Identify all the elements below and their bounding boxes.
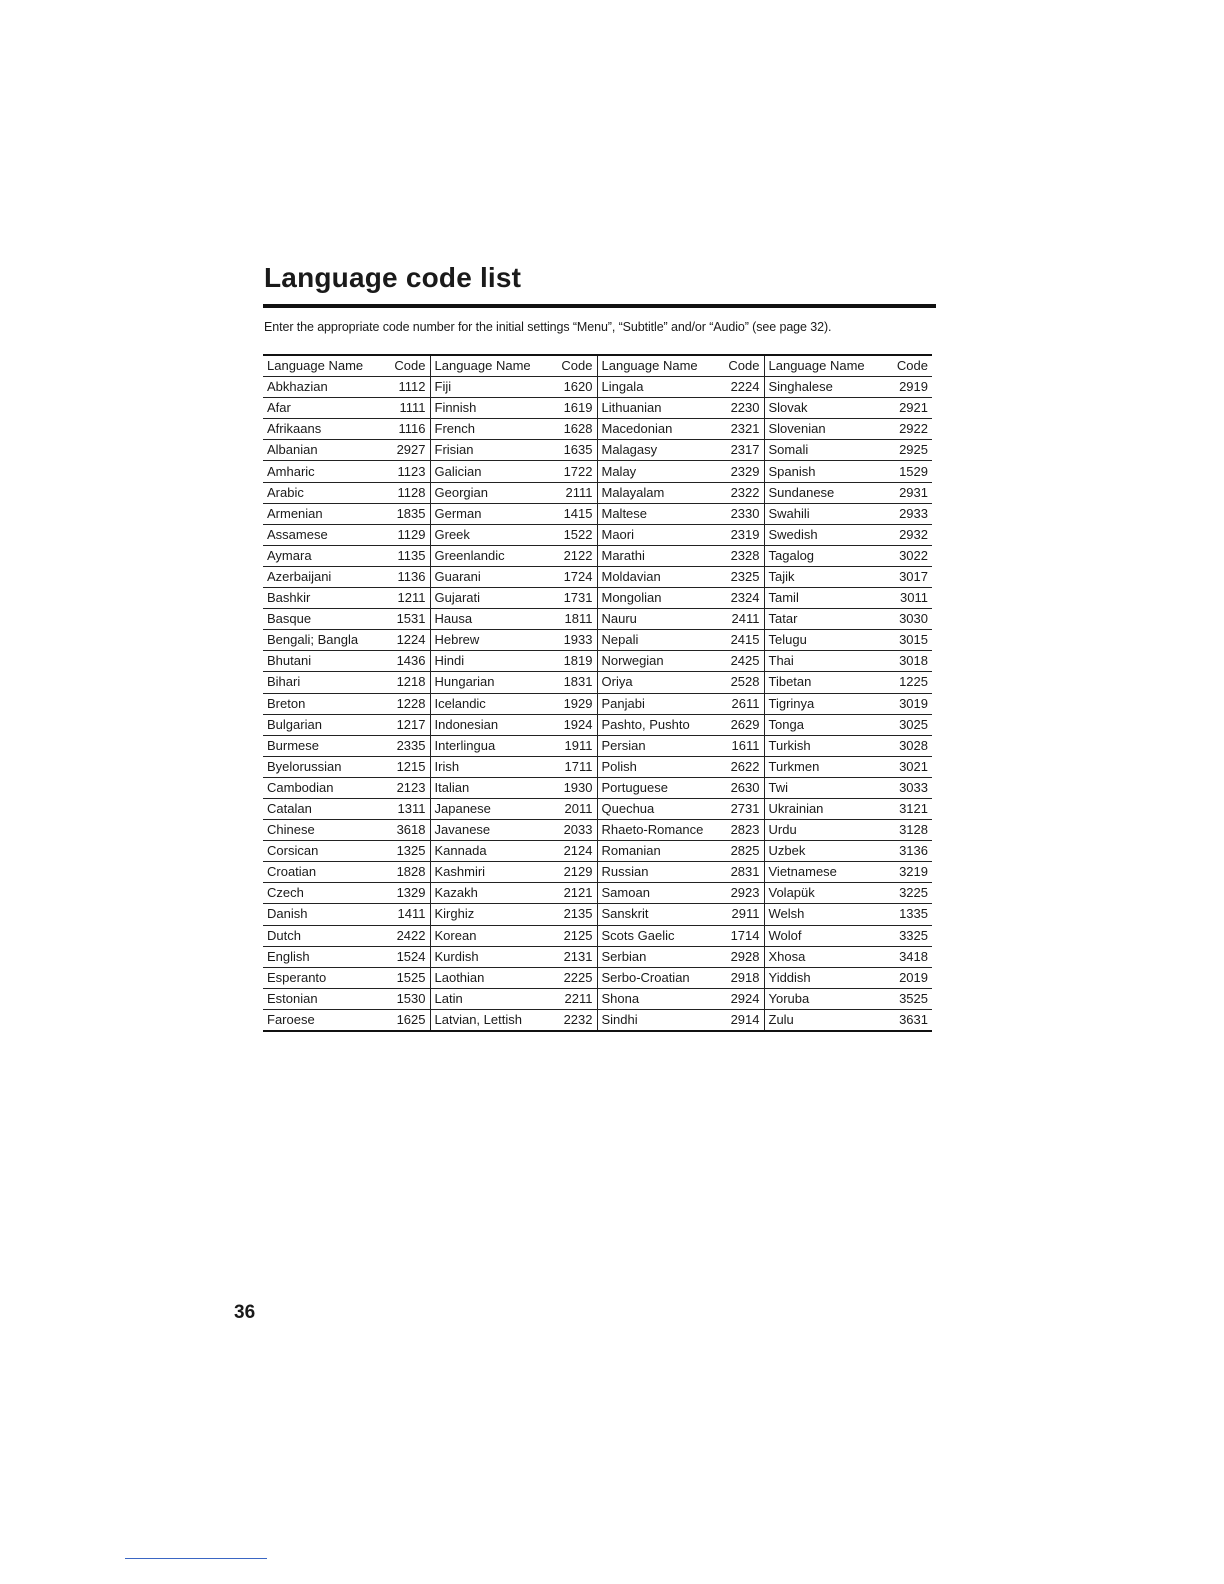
table-row	[263, 440, 932, 461]
language-name-cell: Kazakh	[430, 883, 554, 904]
language-name-cell: Samoan	[597, 883, 721, 904]
table-row	[263, 651, 932, 672]
language-code-cell: 1524	[387, 946, 430, 967]
language-name-cell: Kirghiz	[430, 904, 554, 925]
table-row	[263, 988, 932, 1009]
language-code-cell: 2924	[721, 988, 764, 1009]
language-name-cell: Javanese	[430, 820, 554, 841]
language-name-cell: French	[430, 419, 554, 440]
language-name-cell: Albanian	[263, 440, 387, 461]
language-code-cell: 1714	[721, 925, 764, 946]
table-row	[263, 672, 932, 693]
table-row	[263, 524, 932, 545]
column-header-code: Code	[721, 355, 764, 377]
language-name-cell: Danish	[263, 904, 387, 925]
language-code-cell: 2129	[554, 862, 597, 883]
language-code-cell: 1933	[554, 630, 597, 651]
table-row	[263, 377, 932, 398]
language-name-cell: Xhosa	[764, 946, 888, 967]
column-header-language-name: Language Name	[430, 355, 554, 377]
language-name-cell: Swahili	[764, 503, 888, 524]
language-code-cell: 2033	[554, 820, 597, 841]
language-code-cell: 2329	[721, 461, 764, 482]
language-name-cell: Bulgarian	[263, 714, 387, 735]
language-code-cell: 3128	[888, 820, 932, 841]
table-row	[263, 967, 932, 988]
language-name-cell: Tonga	[764, 714, 888, 735]
language-code-cell: 3618	[387, 820, 430, 841]
language-code-cell: 1224	[387, 630, 430, 651]
language-name-cell: Thai	[764, 651, 888, 672]
column-header-language-name: Language Name	[263, 355, 387, 377]
column-header-language-name: Language Name	[764, 355, 888, 377]
language-name-cell: Welsh	[764, 904, 888, 925]
language-code-cell: 1135	[387, 545, 430, 566]
language-code-cell: 1116	[387, 419, 430, 440]
language-name-cell: Volapük	[764, 883, 888, 904]
language-name-cell: Indonesian	[430, 714, 554, 735]
language-code-cell: 3017	[888, 566, 932, 587]
language-name-cell: Romanian	[597, 841, 721, 862]
table-row	[263, 777, 932, 798]
language-code-cell: 2324	[721, 588, 764, 609]
language-name-cell: Sanskrit	[597, 904, 721, 925]
language-name-cell: Hausa	[430, 609, 554, 630]
language-code-cell: 1711	[554, 756, 597, 777]
language-name-cell: Cambodian	[263, 777, 387, 798]
language-code-cell: 3021	[888, 756, 932, 777]
language-code-cell: 1522	[554, 524, 597, 545]
language-code-cell: 3019	[888, 693, 932, 714]
table-row	[263, 925, 932, 946]
table-body	[263, 377, 932, 1031]
language-code-cell: 1123	[387, 461, 430, 482]
language-name-cell: Chinese	[263, 820, 387, 841]
language-name-cell: Amharic	[263, 461, 387, 482]
language-name-cell: Greek	[430, 524, 554, 545]
language-name-cell: Abkhazian	[263, 377, 387, 398]
language-code-cell: 3525	[888, 988, 932, 1009]
language-name-cell: Burmese	[263, 735, 387, 756]
language-code-cell: 1724	[554, 566, 597, 587]
language-code-cell: 3015	[888, 630, 932, 651]
language-code-cell: 1525	[387, 967, 430, 988]
language-code-cell: 2328	[721, 545, 764, 566]
language-name-cell: Quechua	[597, 798, 721, 819]
language-name-cell: Bashkir	[263, 588, 387, 609]
language-code-cell: 1217	[387, 714, 430, 735]
language-code-cell: 2933	[888, 503, 932, 524]
language-code-cell: 2914	[721, 1009, 764, 1031]
language-code-cell: 2111	[554, 482, 597, 503]
language-code-cell: 2528	[721, 672, 764, 693]
language-code-cell: 1529	[888, 461, 932, 482]
language-code-cell: 3030	[888, 609, 932, 630]
table-row	[263, 841, 932, 862]
language-name-cell: Hungarian	[430, 672, 554, 693]
language-code-cell: 2211	[554, 988, 597, 1009]
table-row	[263, 630, 932, 651]
language-code-cell: 3418	[888, 946, 932, 967]
language-code-cell: 2122	[554, 545, 597, 566]
language-code-cell: 2925	[888, 440, 932, 461]
language-name-cell: Wolof	[764, 925, 888, 946]
language-name-cell: Marathi	[597, 545, 721, 566]
language-name-cell: Pashto, Pushto	[597, 714, 721, 735]
language-name-cell: Georgian	[430, 482, 554, 503]
language-code-cell: 2125	[554, 925, 597, 946]
language-code-cell: 1225	[888, 672, 932, 693]
language-code-cell: 2611	[721, 693, 764, 714]
language-name-cell: Hindi	[430, 651, 554, 672]
language-code-cell: 3219	[888, 862, 932, 883]
language-code-cell: 1635	[554, 440, 597, 461]
language-name-cell: Oriya	[597, 672, 721, 693]
language-name-cell: Dutch	[263, 925, 387, 946]
language-name-cell: Lithuanian	[597, 398, 721, 419]
language-name-cell: Telugu	[764, 630, 888, 651]
language-name-cell: Rhaeto-Romance	[597, 820, 721, 841]
language-name-cell: Twi	[764, 777, 888, 798]
table-row	[263, 398, 932, 419]
language-name-cell: Sundanese	[764, 482, 888, 503]
language-name-cell: Armenian	[263, 503, 387, 524]
language-name-cell: Afar	[263, 398, 387, 419]
language-name-cell: Fiji	[430, 377, 554, 398]
language-name-cell: Russian	[597, 862, 721, 883]
language-name-cell: Tigrinya	[764, 693, 888, 714]
language-code-cell: 1930	[554, 777, 597, 798]
language-code-cell: 1128	[387, 482, 430, 503]
language-name-cell: Laothian	[430, 967, 554, 988]
table-row	[263, 756, 932, 777]
language-name-cell: Singhalese	[764, 377, 888, 398]
language-name-cell: Swedish	[764, 524, 888, 545]
language-name-cell: Sindhi	[597, 1009, 721, 1031]
language-code-cell: 2123	[387, 777, 430, 798]
language-name-cell: Japanese	[430, 798, 554, 819]
table-row	[263, 862, 932, 883]
language-code-cell: 1129	[387, 524, 430, 545]
language-code-cell: 2425	[721, 651, 764, 672]
language-name-cell: Guarani	[430, 566, 554, 587]
language-name-cell: Breton	[263, 693, 387, 714]
table-row	[263, 798, 932, 819]
language-name-cell: Kurdish	[430, 946, 554, 967]
language-code-cell: 3018	[888, 651, 932, 672]
column-header-code: Code	[554, 355, 597, 377]
language-code-cell: 2731	[721, 798, 764, 819]
language-name-cell: Polish	[597, 756, 721, 777]
language-name-cell: Faroese	[263, 1009, 387, 1031]
language-code-cell: 1329	[387, 883, 430, 904]
language-name-cell: Mongolian	[597, 588, 721, 609]
language-code-cell: 2831	[721, 862, 764, 883]
language-name-cell: Tatar	[764, 609, 888, 630]
language-code-cell: 1531	[387, 609, 430, 630]
language-name-cell: Italian	[430, 777, 554, 798]
language-name-cell: Persian	[597, 735, 721, 756]
language-code-cell: 1619	[554, 398, 597, 419]
language-code-cell: 2622	[721, 756, 764, 777]
language-code-cell: 2330	[721, 503, 764, 524]
language-code-cell: 1620	[554, 377, 597, 398]
language-name-cell: Ukrainian	[764, 798, 888, 819]
language-code-cell: 3121	[888, 798, 932, 819]
table-row	[263, 503, 932, 524]
language-name-cell: Byelorussian	[263, 756, 387, 777]
language-code-cell: 2411	[721, 609, 764, 630]
language-code-cell: 2823	[721, 820, 764, 841]
column-header-code: Code	[888, 355, 932, 377]
language-name-cell: German	[430, 503, 554, 524]
language-code-cell: 3028	[888, 735, 932, 756]
table-header-row	[263, 355, 932, 377]
language-name-cell: Slovak	[764, 398, 888, 419]
language-code-cell: 3022	[888, 545, 932, 566]
footer-link-underline	[125, 1558, 267, 1559]
language-name-cell: Assamese	[263, 524, 387, 545]
language-name-cell: Shona	[597, 988, 721, 1009]
language-code-cell: 2911	[721, 904, 764, 925]
language-name-cell: Bengali; Bangla	[263, 630, 387, 651]
language-name-cell: Galician	[430, 461, 554, 482]
language-code-cell: 2919	[888, 377, 932, 398]
language-name-cell: Kashmiri	[430, 862, 554, 883]
language-code-cell: 2415	[721, 630, 764, 651]
language-code-cell: 2630	[721, 777, 764, 798]
language-code-cell: 1628	[554, 419, 597, 440]
language-name-cell: Estonian	[263, 988, 387, 1009]
language-name-cell: Hebrew	[430, 630, 554, 651]
language-code-cell: 2230	[721, 398, 764, 419]
language-name-cell: Urdu	[764, 820, 888, 841]
language-code-cell: 1731	[554, 588, 597, 609]
language-name-cell: Tamil	[764, 588, 888, 609]
table-row	[263, 588, 932, 609]
language-code-cell: 1625	[387, 1009, 430, 1031]
language-code-cell: 2629	[721, 714, 764, 735]
language-name-cell: Irish	[430, 756, 554, 777]
table-row	[263, 609, 932, 630]
language-code-table	[263, 354, 932, 1032]
language-name-cell: Maori	[597, 524, 721, 545]
language-code-cell: 2927	[387, 440, 430, 461]
language-code-cell: 3025	[888, 714, 932, 735]
language-name-cell: Azerbaijani	[263, 566, 387, 587]
column-header-code: Code	[387, 355, 430, 377]
table-row	[263, 820, 932, 841]
language-code-cell: 1335	[888, 904, 932, 925]
language-code-cell: 1722	[554, 461, 597, 482]
language-name-cell: Slovenian	[764, 419, 888, 440]
language-name-cell: Bhutani	[263, 651, 387, 672]
language-name-cell: Tajik	[764, 566, 888, 587]
language-code-cell: 2322	[721, 482, 764, 503]
language-code-cell: 2928	[721, 946, 764, 967]
language-code-cell: 1436	[387, 651, 430, 672]
language-name-cell: Basque	[263, 609, 387, 630]
language-code-cell: 2011	[554, 798, 597, 819]
language-code-cell: 2224	[721, 377, 764, 398]
language-name-cell: Afrikaans	[263, 419, 387, 440]
language-code-cell: 2825	[721, 841, 764, 862]
language-name-cell: Gujarati	[430, 588, 554, 609]
language-code-cell: 2225	[554, 967, 597, 988]
language-code-cell: 3225	[888, 883, 932, 904]
language-code-cell: 1811	[554, 609, 597, 630]
intro-text: Enter the appropriate code number for the initial settings “Menu”, “Subtitle” and/or “Audio” (see page 32).	[264, 320, 832, 334]
language-name-cell: Serbian	[597, 946, 721, 967]
language-name-cell: Lingala	[597, 377, 721, 398]
language-name-cell: Latvian, Lettish	[430, 1009, 554, 1031]
language-name-cell: Turkish	[764, 735, 888, 756]
language-name-cell: Latin	[430, 988, 554, 1009]
language-code-cell: 1835	[387, 503, 430, 524]
language-name-cell: Tagalog	[764, 545, 888, 566]
language-code-cell: 2121	[554, 883, 597, 904]
table-row	[263, 461, 932, 482]
language-name-cell: Kannada	[430, 841, 554, 862]
language-name-cell: Korean	[430, 925, 554, 946]
language-code-cell: 2124	[554, 841, 597, 862]
language-name-cell: Vietnamese	[764, 862, 888, 883]
language-name-cell: Croatian	[263, 862, 387, 883]
table-row	[263, 883, 932, 904]
language-code-cell: 1530	[387, 988, 430, 1009]
table-row	[263, 693, 932, 714]
language-code-cell: 2321	[721, 419, 764, 440]
language-name-cell: Spanish	[764, 461, 888, 482]
language-name-cell: Yoruba	[764, 988, 888, 1009]
language-name-cell: Czech	[263, 883, 387, 904]
language-code-cell: 1911	[554, 735, 597, 756]
language-code-cell: 2335	[387, 735, 430, 756]
language-code-cell: 1211	[387, 588, 430, 609]
language-code-cell: 1111	[387, 398, 430, 419]
language-code-cell: 1311	[387, 798, 430, 819]
language-name-cell: Frisian	[430, 440, 554, 461]
page-number: 36	[234, 1302, 256, 1323]
column-header-language-name: Language Name	[597, 355, 721, 377]
page-title: Language code list	[264, 262, 522, 293]
table-row	[263, 566, 932, 587]
language-code-cell: 2918	[721, 967, 764, 988]
language-name-cell: Esperanto	[263, 967, 387, 988]
table-row	[263, 1009, 932, 1031]
language-name-cell: Malay	[597, 461, 721, 482]
language-name-cell: Malayalam	[597, 482, 721, 503]
language-code-cell: 1929	[554, 693, 597, 714]
language-code-cell: 2922	[888, 419, 932, 440]
table-row	[263, 545, 932, 566]
language-name-cell: Finnish	[430, 398, 554, 419]
language-name-cell: Norwegian	[597, 651, 721, 672]
language-name-cell: Bihari	[263, 672, 387, 693]
language-code-cell: 3631	[888, 1009, 932, 1031]
language-name-cell: Somali	[764, 440, 888, 461]
language-code-cell: 1411	[387, 904, 430, 925]
language-code-cell: 1228	[387, 693, 430, 714]
language-code-cell: 1136	[387, 566, 430, 587]
language-code-cell: 1218	[387, 672, 430, 693]
language-name-cell: Serbo-Croatian	[597, 967, 721, 988]
language-code-cell: 3011	[888, 588, 932, 609]
language-code-cell: 1215	[387, 756, 430, 777]
language-code-cell: 1828	[387, 862, 430, 883]
language-code-cell: 1819	[554, 651, 597, 672]
language-name-cell: Portuguese	[597, 777, 721, 798]
language-code-cell: 3033	[888, 777, 932, 798]
table-row	[263, 904, 932, 925]
language-name-cell: Tibetan	[764, 672, 888, 693]
language-code-cell: 2131	[554, 946, 597, 967]
table-row	[263, 419, 932, 440]
language-code-cell: 2921	[888, 398, 932, 419]
language-code-cell: 3325	[888, 925, 932, 946]
language-code-cell: 2923	[721, 883, 764, 904]
language-name-cell: Nauru	[597, 609, 721, 630]
language-name-cell: Malagasy	[597, 440, 721, 461]
table-row	[263, 735, 932, 756]
language-code-cell: 2932	[888, 524, 932, 545]
table-row	[263, 946, 932, 967]
language-name-cell: Scots Gaelic	[597, 925, 721, 946]
language-name-cell: Nepali	[597, 630, 721, 651]
language-name-cell: Greenlandic	[430, 545, 554, 566]
language-code-cell: 1924	[554, 714, 597, 735]
language-name-cell: Macedonian	[597, 419, 721, 440]
language-code-cell: 2317	[721, 440, 764, 461]
language-code-cell: 1415	[554, 503, 597, 524]
language-name-cell: Yiddish	[764, 967, 888, 988]
language-code-cell: 2325	[721, 566, 764, 587]
language-name-cell: Uzbek	[764, 841, 888, 862]
language-code-cell: 2422	[387, 925, 430, 946]
language-code-cell: 3136	[888, 841, 932, 862]
language-name-cell: English	[263, 946, 387, 967]
language-code-cell: 2019	[888, 967, 932, 988]
language-code-cell: 1325	[387, 841, 430, 862]
language-name-cell: Arabic	[263, 482, 387, 503]
language-code-cell: 2319	[721, 524, 764, 545]
language-code-cell: 2232	[554, 1009, 597, 1031]
language-code-cell: 2135	[554, 904, 597, 925]
language-code-cell: 1112	[387, 377, 430, 398]
language-name-cell: Interlingua	[430, 735, 554, 756]
table-row	[263, 714, 932, 735]
title-rule	[263, 304, 936, 308]
language-name-cell: Turkmen	[764, 756, 888, 777]
language-name-cell: Maltese	[597, 503, 721, 524]
language-name-cell: Panjabi	[597, 693, 721, 714]
table-row	[263, 482, 932, 503]
language-name-cell: Catalan	[263, 798, 387, 819]
language-name-cell: Corsican	[263, 841, 387, 862]
language-code-cell: 2931	[888, 482, 932, 503]
language-code-cell: 1611	[721, 735, 764, 756]
language-code-cell: 1831	[554, 672, 597, 693]
language-name-cell: Zulu	[764, 1009, 888, 1031]
language-name-cell: Aymara	[263, 545, 387, 566]
language-name-cell: Icelandic	[430, 693, 554, 714]
language-name-cell: Moldavian	[597, 566, 721, 587]
